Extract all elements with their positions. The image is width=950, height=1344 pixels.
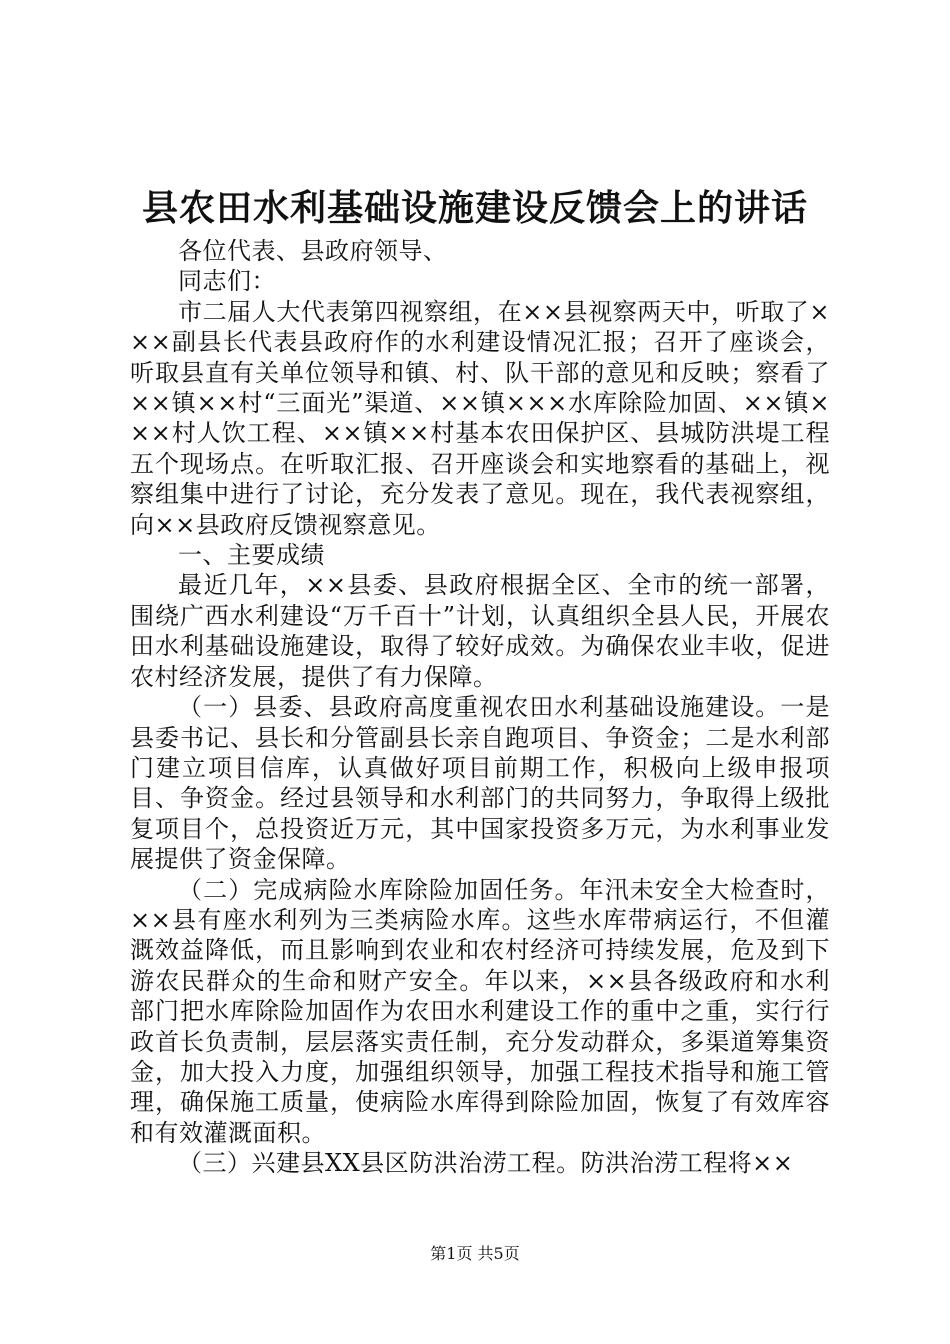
paragraph-item-2: （二）完成病险水库除险加固任务。年汛未安全大检查时，××县有座水利列为三类病险水库。这些水库带病运行，不但灌溉效益降低，而且影响到农业和农村经济可持续发展，危及到下游农民群众的生命和财产安全。年以来，××县各级政府和水利部门把水库除险加固作为农田水利建设工作的重中之重，实行行政首长负责制，层层落实责任制，充分发动群众，多渠道筹集资金，加大投入力度，加强组织领导，加强工程技术指导和施工管理，确保施工质量，使病险水库得到除险加固，恢复了有效库容和有效灌溉面积。 <box>130 875 830 1147</box>
section-heading-main-achievements: 一、主要成绩 <box>178 541 325 570</box>
paragraph-item-1: （一）县委、县政府高度重视农田水利基础设施建设。一是县委书记、县长和分管副县长亲自跑项目、争资金；二是水利部门建立项目信库，认真做好项目前期工作，积极向上级申报项目、争资金。经过县领导和水利部门的共同努力，争取得上级批复项目个，总投资近万元，其中国家投资多万元，为水利事业发展提供了资金保障。 <box>130 693 830 874</box>
paragraph-intro: 市二届人大代表第四视察组，在××县视察两天中，听取了×××副县长代表县政府作的水利建设情况汇报；召开了座谈会，听取县直有关单位领导和镇、村、队干部的意见和反映；察看了××镇××村“三面光”渠道、××镇×××水库除险加固、××镇×××村人饮工程、××镇××村基本农田保护区、县城防洪堤工程五个现场点。在听取汇报、召开座谈会和实地察看的基础上，视察组集中进行了讨论，充分发表了意见。现在，我代表视察组，向××县政府反馈视察意见。 <box>130 297 830 539</box>
paragraph-overview: 最近几年，××县委、县政府根据全区、全市的统一部署，围绕广西水利建设“万千百十”计划，认真组织全县人民，开展农田水利基础设施建设，取得了较好成效。为确保农业丰收，促进农村经济发展，提供了有力保障。 <box>130 571 830 691</box>
page-number-footer: 第1页 共5页 <box>430 1244 520 1263</box>
document-title: 县农田水利基础设施建设反馈会上的讲话 <box>141 187 808 229</box>
document-body <box>130 236 830 1179</box>
paragraph-item-3: （三）兴建县XX县区防洪治涝工程。防洪治涝工程将×× <box>178 1149 794 1178</box>
salutation-line-2: 同志们： <box>178 267 276 296</box>
salutation-line-1: 各位代表、县政府领导、 <box>178 237 448 265</box>
